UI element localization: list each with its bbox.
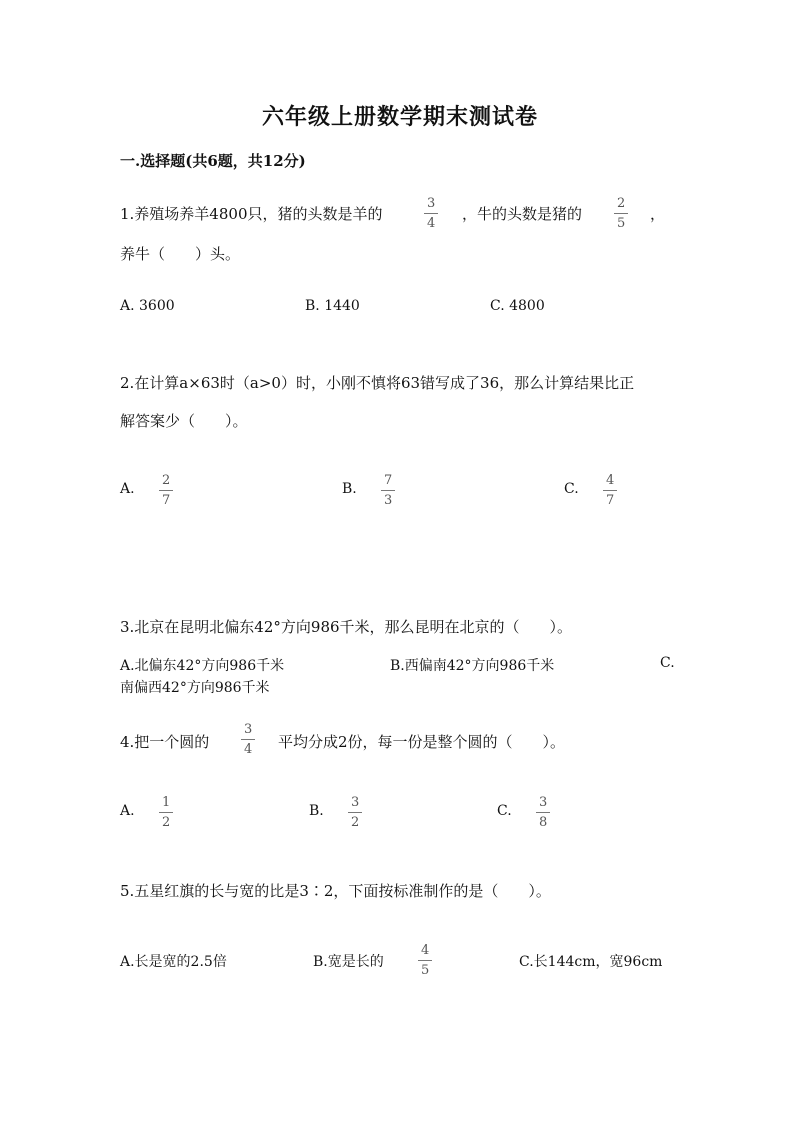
fraction-numerator: 3 bbox=[536, 796, 550, 813]
question-1-fraction-2 bbox=[614, 197, 628, 230]
fraction-denominator: 2 bbox=[162, 815, 171, 830]
fraction-denominator: 5 bbox=[421, 963, 430, 978]
option-label: B. bbox=[309, 803, 324, 819]
option-fraction bbox=[418, 944, 432, 977]
option-fraction bbox=[348, 796, 362, 829]
option-fraction bbox=[603, 474, 617, 507]
option-label: B.宽是长的 bbox=[313, 954, 384, 970]
question-4-fraction bbox=[241, 723, 255, 756]
option-fraction bbox=[159, 796, 173, 829]
fraction-numerator: 3 bbox=[348, 796, 362, 813]
option-fraction bbox=[536, 796, 550, 829]
fraction-numerator: 2 bbox=[159, 474, 173, 491]
fraction-denominator: 5 bbox=[617, 216, 626, 231]
question-3-option-c-label[interactable]: C. bbox=[660, 655, 675, 671]
question-2-text-line1: 2.在计算a×63时（a>0）时，小刚不慎将63错写成了36，那么计算结果比正 bbox=[120, 374, 635, 392]
question-3-option-b[interactable]: B.西偏南42°方向986千米 bbox=[390, 658, 555, 674]
question-3-option-c-text[interactable]: 南偏西42°方向986千米 bbox=[120, 680, 270, 696]
option-label: B. bbox=[342, 481, 357, 497]
fraction-denominator: 8 bbox=[539, 815, 548, 830]
option-label: C. bbox=[497, 803, 512, 819]
question-5-text: 5.五星红旗的长与宽的比是3∶2，下面按标准制作的是（ ）。 bbox=[120, 882, 551, 900]
section-heading: 一.选择题(共6题，共12分) bbox=[120, 152, 306, 170]
fraction-numerator: 4 bbox=[603, 474, 617, 491]
question-1-text-part3: ， bbox=[650, 205, 666, 223]
question-1-option-a[interactable]: A. 3600 bbox=[120, 298, 175, 314]
fraction-denominator: 2 bbox=[351, 815, 360, 830]
fraction-numerator: 2 bbox=[614, 197, 628, 214]
question-4-text-part2: 平均分成2份，每一份是整个圆的（ ）。 bbox=[278, 733, 566, 751]
fraction-denominator: 7 bbox=[162, 493, 171, 508]
question-5-option-a[interactable]: A.长是宽的2.5倍 bbox=[120, 954, 227, 970]
fraction-numerator: 7 bbox=[381, 474, 395, 491]
option-fraction bbox=[159, 474, 173, 507]
question-1-option-c[interactable]: C. 4800 bbox=[490, 298, 545, 314]
question-1-text-part2: ，牛的头数是猪的 bbox=[462, 205, 583, 223]
question-1-fraction-1 bbox=[424, 197, 438, 230]
question-1-text-line2: 养牛（ ）头。 bbox=[120, 245, 241, 263]
option-fraction bbox=[381, 474, 395, 507]
question-4-text-part1: 4.把一个圆的 bbox=[120, 733, 210, 751]
page-title: 六年级上册数学期末测试卷 bbox=[261, 104, 538, 130]
fraction-denominator: 3 bbox=[384, 493, 393, 508]
fraction-numerator: 4 bbox=[418, 944, 432, 961]
option-label: A. bbox=[120, 803, 135, 819]
fraction-numerator: 1 bbox=[159, 796, 173, 813]
question-3-text: 3.北京在昆明北偏东42°方向986千米，那么昆明在北京的（ ）。 bbox=[120, 618, 573, 636]
question-3-option-a[interactable]: A.北偏东42°方向986千米 bbox=[120, 658, 285, 674]
fraction-numerator: 3 bbox=[424, 197, 438, 214]
question-1-text-part1: 1.养殖场养羊4800只，猪的头数是羊的 bbox=[120, 205, 383, 223]
option-label: A. bbox=[120, 481, 135, 497]
question-2-text-line2: 解答案少（ ）。 bbox=[120, 412, 248, 430]
option-label: C. bbox=[564, 481, 579, 497]
fraction-numerator: 3 bbox=[241, 723, 255, 740]
fraction-denominator: 7 bbox=[606, 493, 615, 508]
fraction-denominator: 4 bbox=[244, 742, 253, 757]
question-1-option-b[interactable]: B. 1440 bbox=[305, 298, 360, 314]
fraction-denominator: 4 bbox=[427, 216, 436, 231]
question-5-option-c[interactable]: C.长144cm，宽96cm bbox=[519, 954, 663, 970]
